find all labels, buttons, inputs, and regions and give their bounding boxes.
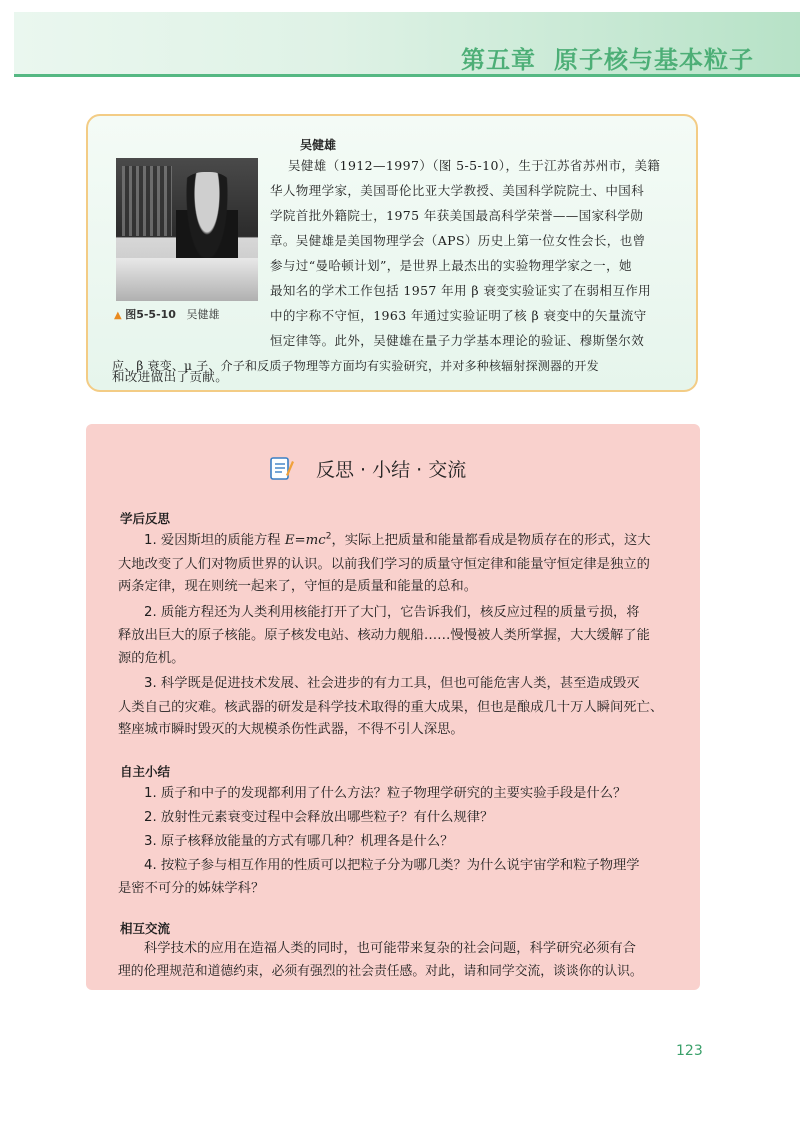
bio-text-line: 和改进做出了贡献。 xyxy=(112,369,229,384)
exchange-text-line: 科学技术的应用在造福人类的同时，也可能带来复杂的社会问题，科学研究必须有合 xyxy=(144,941,636,956)
reflect-text-line: 人类自己的灾难。核武器的研发是科学技术取得的重大成果，但也是酿成几十万人瞬间死亡、 xyxy=(118,700,664,715)
reflect-text-line: 大地改变了人们对物质世界的认识。以前我们学习的质量守恒定律和能量守恒定律是独立的 xyxy=(118,557,650,572)
bio-text-line: 章。吴健雄是美国物理学会（APS）历史上第一位女性会长，也曾 xyxy=(270,233,646,248)
portrait-photo xyxy=(116,158,258,301)
chapter-name: 原子核与基本粒子 xyxy=(554,46,754,74)
bio-text-line: 恒定律等。此外，吴健雄在量子力学基本理论的验证、穆斯堡尔效 xyxy=(270,333,645,348)
section-heading-exchange: 相互交流 xyxy=(120,921,171,936)
chapter-number: 第五章 xyxy=(461,46,536,74)
lab-equipment xyxy=(122,166,172,236)
reflect-text-line: 两条定律，现在则统一起来了，守恒的是质量和能量的总和。 xyxy=(118,579,478,594)
caption-figure-number: 图5-5-10 xyxy=(125,308,176,321)
lab-desk xyxy=(116,258,258,301)
reflection-title: 反思 · 小结 · 交流 xyxy=(316,459,467,481)
summary-question: 2. 放射性元素衰变过程中会释放出哪些粒子？有什么规律？ xyxy=(144,810,494,825)
reflect-text-line: 源的危机。 xyxy=(118,651,185,666)
bio-text-line: 最知名的学术工作包括 1957 年用 β 衰变实验证实了在弱相互作用 xyxy=(270,283,652,298)
reflect-text-line: 1. 爱因斯坦的质能方程 $E=mc^2$，实际上把质量和能量都看成是物质存在的形式，这大 xyxy=(144,531,651,548)
biography-title: 吴健雄 xyxy=(300,138,337,152)
reflect-text-line: 整座城市瞬时毁灭的大规模杀伤性武器，不得不引人深思。 xyxy=(118,722,464,737)
bio-text-line: 学院首批外籍院士，1975 年获美国最高科学荣誉——国家科学勋 xyxy=(270,208,644,223)
summary-question: 是密不可分的姊妹学科？ xyxy=(118,881,265,896)
bio-text-line: 吴健雄（1912—1997）（图 5-5-10），生于江苏省苏州市，美籍 xyxy=(288,158,661,173)
summary-question: 3. 原子核释放能量的方式有哪几种？机理各是什么？ xyxy=(144,834,454,849)
section-heading-summary: 自主小结 xyxy=(120,764,171,779)
page-number: 123 xyxy=(676,1043,703,1059)
bio-text-line: 中的宇称不守恒，1963 年通过实验证明了核 β 衰变中的矢量流守 xyxy=(270,308,647,323)
bio-text-line: 参与过“曼哈顿计划”，是世界上最杰出的实验物理学家之一，她 xyxy=(270,258,632,273)
reflect-text-line: 3. 科学既是促进技术发展、社会进步的有力工具，但也可能危害人类，甚至造成毁灭 xyxy=(144,676,640,691)
chapter-title xyxy=(461,40,754,75)
caption-triangle-icon: ▲ xyxy=(114,310,122,321)
summary-question: 1. 质子和中子的发现都利用了什么方法？粒子物理学研究的主要实验手段是什么？ xyxy=(144,786,627,801)
reflect-text-line: 释放出巨大的原子核能。原子核发电站、核动力舰船……慢慢被人类所掌握，大大缓解了能 xyxy=(118,628,650,643)
caption-name: 吴健雄 xyxy=(186,308,220,321)
bio-text-line: 华人物理学家，美国哥伦比亚大学教授、美国科学院院士、中国科 xyxy=(270,183,645,198)
exchange-text-line: 理的伦理规范和道德约束，必须有强烈的社会责任感。对此，请和同学交流，谈谈你的认识。 xyxy=(118,964,643,979)
summary-question: 4. 按粒子参与相互作用的性质可以把粒子分为哪几类？为什么说宇宙学和粒子物理学 xyxy=(144,858,640,873)
photo-caption xyxy=(114,306,219,322)
reflect-text-line: 2. 质能方程还为人类利用核能打开了大门，它告诉我们，核反应过程的质量亏损，将 xyxy=(144,605,640,620)
bio-text-line: 应、β 衰变、μ 子、介子和反质子物理等方面均有实验研究，并对多种核辐射探测器的开发 xyxy=(112,359,599,373)
section-heading-reflect: 学后反思 xyxy=(120,511,171,526)
notebook-icon xyxy=(268,455,294,481)
